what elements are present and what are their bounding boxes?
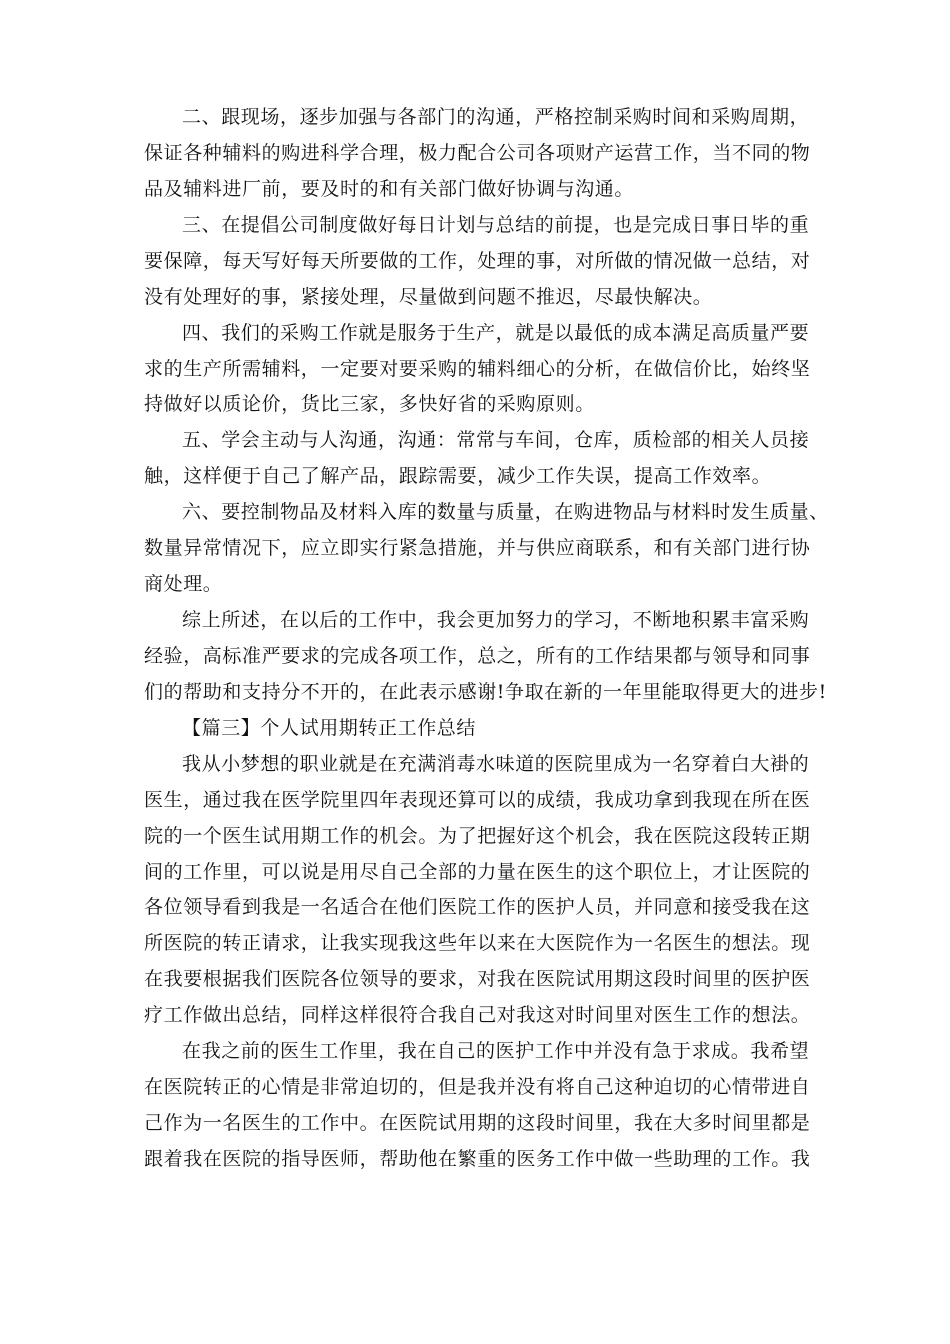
paragraph-first-line: 三、在提倡公司制度做好每日计划与总结的前提，也是完成日事日毕的重 xyxy=(182,213,810,236)
paragraph-line: 各位领导看到我是一名适合在他们医院工作的医护人员，并同意和接受我在这 xyxy=(144,896,811,919)
paragraph-first-line: 六、要控制物品及材料入库的数量与质量，在购进物品与材料时发生质量、 xyxy=(182,501,829,524)
paragraph-line: 要保障，每天写好每天所要做的工作，处理的事，对所做的情况做一总结，对 xyxy=(144,249,811,272)
paragraph-line: 己作为一名医生的工作中。在医院试用期的这段时间里，我在大多时间里都是 xyxy=(144,1112,811,1135)
paragraph-line: 持做好以质论价，货比三家，多快好省的采购原则。 xyxy=(144,393,595,416)
paragraph-line: 在我要根据我们医院各位领导的要求，对我在医院试用期这段时间里的医护医 xyxy=(144,968,811,991)
paragraph-line: 没有处理好的事，紧接处理，尽量做到问题不推迟，尽最快解决。 xyxy=(144,285,713,308)
paragraph-line: 经验，高标准严要求的完成各项工作，总之，所有的工作结果都与领导和同事 xyxy=(144,644,811,667)
paragraph-line: 求的生产所需辅料，一定要对要采购的辅料细心的分析，在做信价比，始终坚 xyxy=(144,357,811,380)
paragraph-first-line: 综上所述，在以后的工作中，我会更加努力的学习，不断地积累丰富采购 xyxy=(182,609,810,632)
paragraph-line: 所医院的转正请求，让我实现我这些年以来在大医院作为一名医生的想法。现 xyxy=(144,932,811,955)
paragraph-line: 医生，通过我在医学院里四年表现还算可以的成绩，我成功拿到我现在所在医 xyxy=(144,788,811,811)
paragraph-line: 商处理。 xyxy=(144,573,223,596)
paragraph-first-line: 【篇三】个人试用期转正工作总结 xyxy=(182,716,477,739)
paragraph-line: 跟着我在医院的指导医师，帮助他在繁重的医务工作中做一些助理的工作。我 xyxy=(144,1147,811,1170)
paragraph-first-line: 在我之前的医生工作里，我在自己的医护工作中并没有急于求成。我希望 xyxy=(182,1040,810,1063)
paragraph-line: 疗工作做出总结，同样这样很符合我自己对我这对时间里对医生工作的想法。 xyxy=(144,1004,811,1027)
paragraph-first-line: 我从小梦想的职业就是在充满消毒水味道的医院里成为一名穿着白大褂的 xyxy=(182,752,810,775)
paragraph-line: 品及辅料进厂前，要及时的和有关部门做好协调与沟通。 xyxy=(144,177,635,200)
paragraph-line: 们的帮助和支持分不开的，在此表示感谢!争取在新的一年里能取得更大的进步! xyxy=(144,680,827,703)
paragraph-line: 在医院转正的心情是非常迫切的，但是我并没有将自己这种迫切的心情带进自 xyxy=(144,1076,811,1099)
paragraph-line: 院的一个医生试用期工作的机会。为了把握好这个机会，我在医院这段转正期 xyxy=(144,824,811,847)
paragraph-first-line: 二、跟现场，逐步加强与各部门的沟通，严格控制采购时间和采购周期， xyxy=(182,106,810,128)
paragraph-line: 触，这样便于自己了解产品，跟踪需要，减少工作失误，提高工作效率。 xyxy=(144,465,772,488)
paragraph-first-line: 五、学会主动与人沟通，沟通：常常与车间，仓库，质检部的相关人员接 xyxy=(182,429,810,452)
paragraph-line: 间的工作里，可以说是用尽自己全部的力量在医生的这个职位上，才让医院的 xyxy=(144,860,811,883)
paragraph-line: 保证各种辅料的购进科学合理，极力配合公司各项财产运营工作，当不同的物 xyxy=(144,141,811,164)
paragraph-line: 数量异常情况下，应立即实行紧急措施，并与供应商联系，和有关部门进行协 xyxy=(144,537,811,560)
paragraph-first-line: 四、我们的采购工作就是服务于生产，就是以最低的成本满足高质量严要 xyxy=(182,321,810,344)
